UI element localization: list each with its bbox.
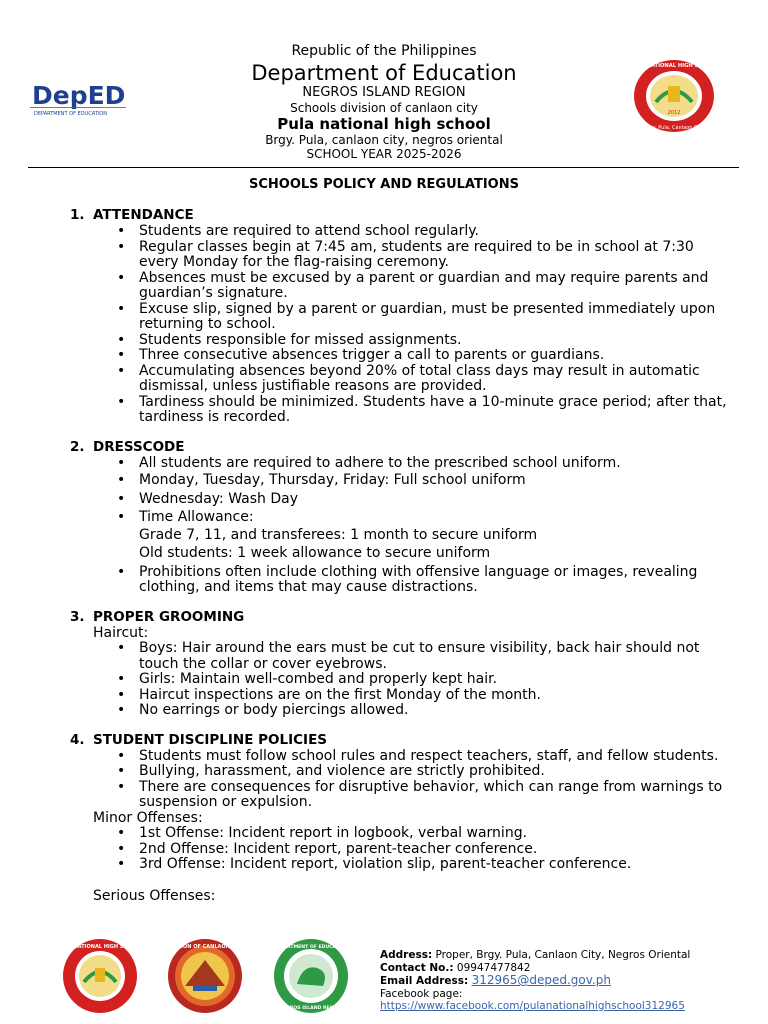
list-item: • Students must follow school rules and respect teachers, staff, and fellow students. (139, 749, 730, 765)
header-divider (28, 167, 739, 168)
division-line: Schools division of canlaon city (290, 101, 478, 115)
list-item: • Time Allowance: (139, 510, 730, 526)
section-number: 3. (70, 608, 85, 625)
footer-division-seal (167, 938, 243, 1014)
section-heading: STUDENT DISCIPLINE POLICIES (93, 731, 328, 748)
svg-text:DEPARTMENT OF EDUCATION: DEPARTMENT OF EDUCATION (273, 945, 349, 950)
list-item: • Prohibitions often include clothing with offensive language or images, revealing clothing, and items that may cause distractions. (139, 565, 730, 596)
svg-text:DIVISION OF CANLAON CITY: DIVISION OF CANLAON CITY (165, 944, 245, 950)
list-item: • All students are required to adhere to the prescribed school uniform. (139, 456, 730, 472)
svg-text:Brgy. Pula, Canlaon City: Brgy. Pula, Canlaon City (644, 125, 704, 131)
footer-deped-region-seal (273, 938, 349, 1014)
section-number: 4. (70, 731, 85, 748)
footer-address: Address: Proper, Brgy. Pula, Canlaon City, Negros Oriental (380, 949, 691, 961)
subheading: Serious Offenses: (93, 887, 216, 904)
allowance-line: Grade 7, 11, and transferees: 1 month to secure uniform (139, 526, 538, 543)
list-item: • There are consequences for disruptive behavior, which can range from warnings to suspension or expulsion. (139, 780, 730, 811)
region-line: NEGROS ISLAND REGION (302, 85, 466, 100)
svg-text:DepED: DepED (32, 81, 126, 110)
list-item: • Wednesday: Wash Day (139, 492, 730, 508)
republic-line: Republic of the Philippines (291, 43, 477, 59)
list-item: • Accumulating absences beyond 20% of total class days may result in automatic dismissal, unless justifiable reasons are provided. (139, 364, 730, 395)
list-item: • Absences must be excused by a parent or guardian and may require parents and guardian’s signature. (139, 271, 730, 302)
department-title: Department of Education (251, 61, 517, 85)
school-name: Pula national high school (277, 115, 491, 133)
section-heading: ATTENDANCE (93, 207, 194, 223)
facebook-link[interactable]: https://www.facebook.com/pulanationalhighschool312965 (380, 1000, 685, 1012)
list-item: • Regular classes begin at 7:45 am, students are required to be in school at 7:30 every Monday for the flag-raising ceremony. (139, 240, 730, 271)
page-title: SCHOOLS POLICY AND REGULATIONS (249, 177, 519, 192)
list-item: • Students responsible for missed assignments. (139, 333, 730, 349)
footer-facebook: Facebook page: (380, 987, 463, 1000)
section-number: 1. (70, 207, 85, 223)
list-item: • No earrings or body piercings allowed. (139, 703, 730, 719)
list-item: • Monday, Tuesday, Thursday, Friday: Full school uniform (139, 473, 730, 489)
subheading: Haircut: (93, 624, 149, 641)
list-item: • Students are required to attend school regularly. (139, 224, 730, 240)
list-item: • Boys: Hair around the ears must be cut to ensure visibility, back hair should not touch the collar or cover eyebrows. (139, 641, 730, 672)
section-grooming (70, 610, 730, 719)
school-seal (629, 58, 719, 134)
svg-text:PULA NATIONAL HIGH SCHOOL: PULA NATIONAL HIGH SCHOOL (57, 944, 143, 950)
svg-text:DEPARTMENT OF EDUCATION: DEPARTMENT OF EDUCATION (34, 111, 107, 117)
subheading: Minor Offenses: (93, 809, 203, 826)
svg-text:2012: 2012 (667, 110, 681, 116)
list-item: • 1st Offense: Incident report in logbook, verbal warning. (139, 826, 730, 842)
school-year: SCHOOL YEAR 2025-2026 (306, 147, 462, 161)
list-item: • Three consecutive absences trigger a call to parents or guardians. (139, 348, 730, 364)
allowance-line: Old students: 1 week allowance to secure uniform (139, 545, 491, 561)
email-link[interactable]: 312965@deped.gov.ph (471, 973, 611, 987)
footer-contact-info (380, 949, 740, 1013)
section-heading: PROPER GROOMING (93, 608, 245, 625)
letterhead (0, 0, 768, 170)
section-attendance (70, 208, 730, 426)
list-item: • Girls: Maintain well-combed and properly kept hair. (139, 672, 730, 688)
section-number: 2. (70, 438, 85, 455)
footer-contact: Contact No.: 09947477842 (380, 961, 531, 974)
svg-text:NEGROS ISLAND REGION: NEGROS ISLAND REGION (279, 1006, 343, 1011)
svg-text:PULA NATIONAL HIGH SCHOOL: PULA NATIONAL HIGH SCHOOL (629, 63, 719, 69)
section-dresscode (70, 440, 730, 596)
policy-content (70, 208, 730, 904)
list-item: • Excuse slip, signed by a parent or guardian, must be presented immediately upon returning to school. (139, 302, 730, 333)
list-item: • Haircut inspections are on the first Monday of the month. (139, 688, 730, 704)
list-item: • 3rd Offense: Incident report, violation slip, parent-teacher conference. (139, 857, 730, 873)
footer-email: Email Address: 312965@deped.gov.ph (380, 973, 611, 987)
list-item: • Tardiness should be minimized. Students have a 10-minute grace period; after that, tardiness is recorded. (139, 395, 730, 426)
school-address: Brgy. Pula, canlaon city, negros oriental (265, 133, 503, 147)
footer-school-seal (57, 938, 143, 1014)
list-item: • Bullying, harassment, and violence are strictly prohibited. (139, 764, 730, 780)
section-heading: DRESSCODE (93, 438, 185, 455)
list-item: • 2nd Offense: Incident report, parent-teacher conference. (139, 842, 730, 858)
section-discipline (70, 733, 730, 905)
